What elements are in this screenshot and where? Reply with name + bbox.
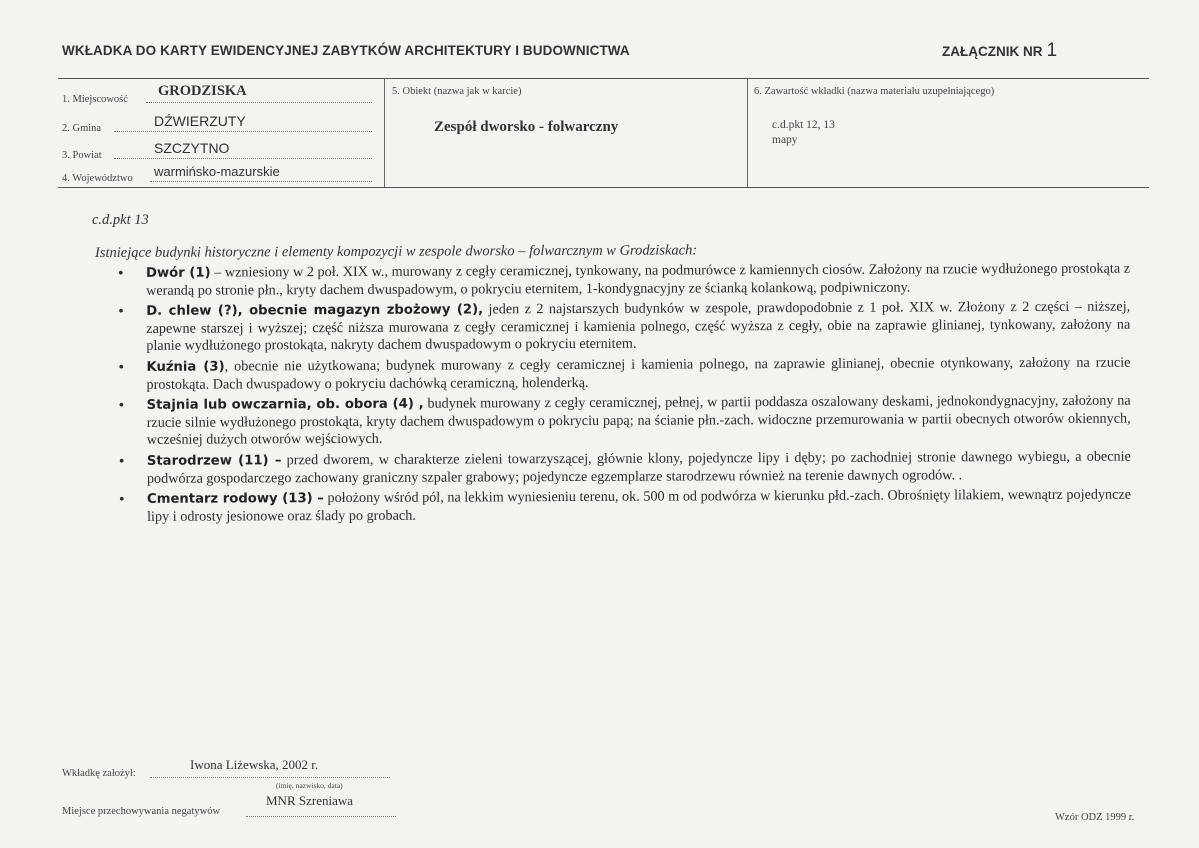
form-reference: Wzór ODZ 1999 r. — [1055, 812, 1135, 823]
locality-label: 1. Miejscowość — [62, 94, 128, 105]
column-divider — [384, 78, 385, 187]
item-text: budynek murowany z cegły ceramicznej, pełnej, w partii poddasza oszalowany deskami, jednokondygnacyjny, założony na rzucie silnie wydłużonego prostokąta, kryty dachem dwuspadowym o pokryciu papą; na ścianie płn.-zach. widoczne przemurowania w partii obecnych otworów okiennych, wcześniej dużych otworów wejściowych. — [146, 392, 1131, 449]
dotted-line — [246, 815, 396, 817]
dotted-line — [114, 158, 372, 159]
contents-line-2: mapy — [772, 134, 798, 146]
item-name: D. chlew (?), obecnie magazyn zbożowy (2), — [146, 302, 484, 320]
list-item — [113, 487, 1131, 527]
locality-value: GRODZISKA — [158, 83, 247, 99]
item-name: Starodrzew (11) – — [146, 453, 282, 469]
column-divider — [747, 78, 748, 187]
item-name: Cmentarz rodowy (13) – — [146, 491, 324, 507]
district-value: SZCZYTNO — [154, 140, 230, 156]
voivodeship-field — [62, 166, 372, 184]
contents-line-1: c.d.pkt 12, 13 — [772, 119, 835, 131]
intro-heading: Istniejące budynki historyczne i elementy kompozycji w zespole dworsko – folwarcznym w Grodziskach: — [94, 242, 698, 261]
author-value: Iwona Liżewska, 2002 r. — [190, 757, 319, 772]
annex-label: ZAŁĄCZNIK NR — [942, 44, 1043, 59]
item-text: przed dworem, w charakterze zieleni towarzyszącej, głównie klony, pojedyncze lipy i dęby; po zachodniej stronie dawnego wybiegu, a obecnie podwórza gospodarczego zachowany graniczny szpaler grabowy; pojedyncze egzemplarze starodrzewu również na terenie dawnych ogrodów. . — [146, 448, 1131, 487]
bullet-icon: • — [118, 397, 125, 415]
district-field — [62, 140, 372, 161]
building-list — [112, 261, 1131, 530]
commune-value: DŹWIERZUTY — [154, 113, 246, 129]
item-text: , obecnie nie użytkowana; budynek murowany z cegły ceramicznej i kamienia polnego, na zaprawie glinianej, obecnie otynkowany, założony na rzucie prostokąta. Dach dwuspadowy o pokryciu dachówką ceramiczną, holenderką. — [146, 354, 1131, 393]
item-name: Stajnia lub owczarnia, ob. obora (4) , — [146, 396, 424, 414]
annex-number-value: 1 — [1046, 40, 1058, 61]
contents-label: 6. Zawartość wkładki (nazwa materiału uzupełniającego) — [754, 86, 995, 97]
annex-number — [942, 40, 1057, 62]
bullet-icon: • — [118, 491, 125, 509]
list-item — [113, 448, 1131, 488]
bullet-icon: • — [118, 303, 124, 321]
item-text: – wzniesiony w 2 poł. XIX w., murowany z cegły ceramicznej, tynkowany, na podmurówce z kamiennych ciosów. Założony na rzucie wydłużonego prostokąta z werandą po stronie płn., kryty dachem dwuspadowym, o pokryciu eternitem, 1-kondygnacyjny ze ścianką kolankową, podpiwniczony. — [146, 260, 1131, 299]
district-label: 3. Powiat — [62, 150, 102, 161]
author-label: Wkładkę założył: — [62, 768, 136, 779]
commune-field — [62, 113, 372, 134]
list-item — [112, 299, 1130, 356]
dotted-line — [146, 102, 372, 103]
list-item — [112, 261, 1130, 301]
voivodeship-label: 4. Województwo — [62, 173, 133, 184]
voivodeship-value: warmińsko-mazurskie — [154, 164, 280, 179]
bullet-icon: • — [117, 264, 124, 282]
list-item — [113, 393, 1131, 450]
locality-field — [62, 83, 372, 105]
item-text: położony wśród pól, na lekkim wyniesieniu terenu, ok. 500 m od podwórza w kierunku płd.-zach. Obrośnięty lilakiem, wewnątrz pojedyncze lipy i odrosty jesionowe oraz ślady po grobach. — [147, 486, 1132, 525]
negatives-label: Miejsce przechowywania negatywów — [62, 806, 221, 817]
object-label: 5. Obiekt (nazwa jak w karcie) — [392, 86, 522, 97]
negatives-value: MNR Szreniawa — [266, 793, 354, 808]
dotted-line — [150, 181, 372, 182]
item-name: Dwór (1) — [146, 265, 211, 281]
page-title: WKŁADKA DO KARTY EWIDENCYJNEJ ZABYTKÓW ARCHITEKTURY I BUDOWNICTWA — [62, 43, 630, 58]
item-name: Kuźnia (3) — [146, 359, 225, 375]
section-reference: c.d.pkt 13 — [92, 212, 149, 228]
bullet-icon: • — [118, 452, 125, 470]
dotted-line — [114, 131, 372, 132]
bullet-icon: • — [118, 358, 125, 376]
item-text: jeden z 2 najstarszych budynków w zespole, prawdopodobnie z 1 poł. XIX w. Złożony z 2 części – niższej, zapewne starszej i wyższej; część niższa murowana z cegły ceramicznej i kamienia polnego, część wyższa z cegły, obie na zaprawie glinianej, tynkowany, założony na planie wydłużonego prostokąta, nakryty dachem dwuspadowym o pokryciu eternitem. — [146, 298, 1131, 355]
dotted-line — [150, 776, 390, 778]
list-item — [112, 355, 1130, 395]
commune-label: 2. Gmina — [62, 123, 102, 134]
object-name: Zespół dworsko - folwarczny — [434, 119, 619, 135]
author-hint: (imię, nazwisko, data) — [276, 781, 343, 790]
